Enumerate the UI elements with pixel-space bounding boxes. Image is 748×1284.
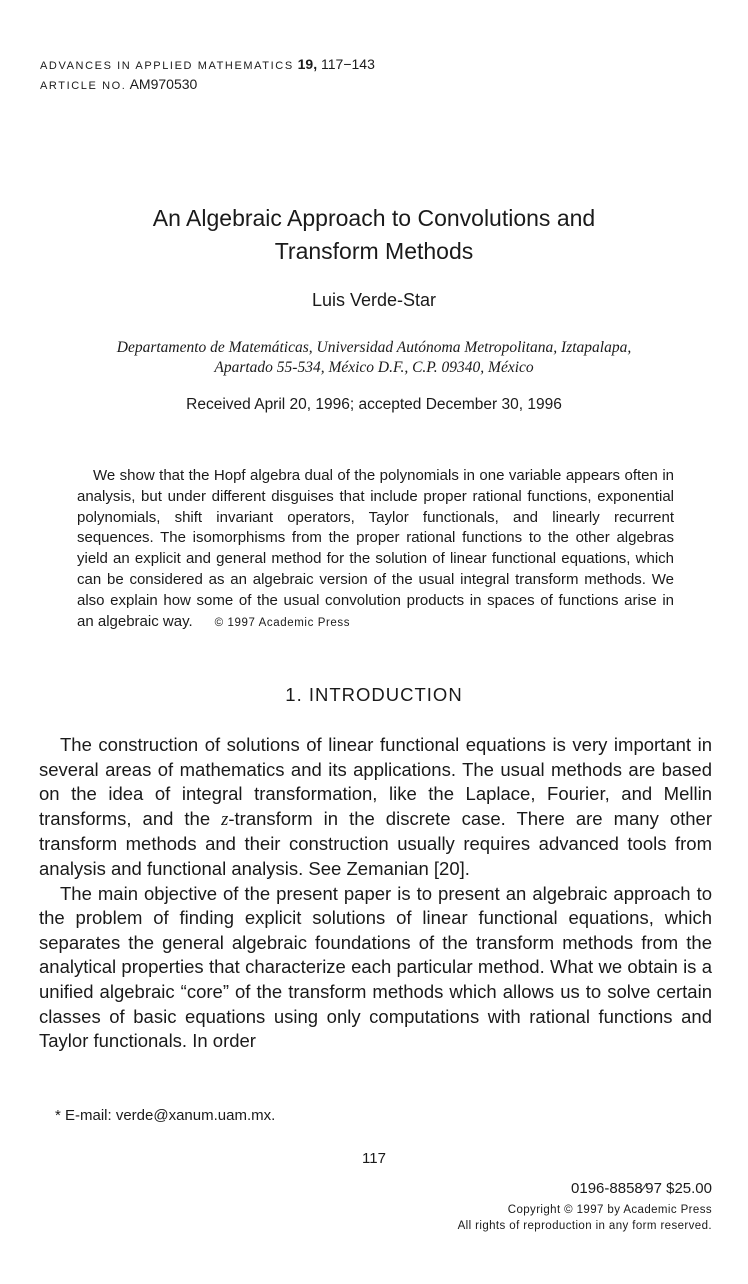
paragraph-1 xyxy=(39,733,712,882)
affiliation xyxy=(60,338,688,378)
article-label: ARTICLE NO. xyxy=(40,80,127,92)
issn-price: 0196-8858⁄97 $25.00 xyxy=(571,1180,712,1197)
copyright-line: Copyright © 1997 by Academic Press xyxy=(507,1204,712,1216)
author-name: Luis Verde-Star xyxy=(311,290,437,310)
journal-name: ADVANCES IN APPLIED MATHEMATICS xyxy=(40,60,294,72)
journal-volume: 19, xyxy=(297,56,318,72)
paper-title xyxy=(0,202,748,268)
affiliation-line-1: Departamento de Matemáticas, Universidad Autónoma Metropolitana, Iztapalapa, xyxy=(116,339,632,356)
title-line-1: An Algebraic Approach to Convolutions and xyxy=(152,205,596,231)
paragraph-2: The main objective of the present paper is to present an algebraic approach to the problem of finding explicit solutions of linear functional equations, which separates the general algebraic foundations of the transform methods from the analytical properties that characterize each particular method. What we obtain is a unified algebraic “core” of the transform methods which allows us to solve certain classes of basic equations using only computations with rational functions and Taylor functionals. In order xyxy=(39,882,712,1052)
abstract-copyright: © 1997 Academic Press xyxy=(214,616,351,629)
footnote: * E-mail: verde@xanum.uam.mx. xyxy=(55,1107,276,1124)
body-text xyxy=(39,733,712,1054)
paragraph-1-part-a: The construction of solutions of linear functional equations is very important in several areas of mathematics and its applications. The usual methods are based on the idea of integral transformation, like the Laplace, Fourier, and Mellin transforms, and the xyxy=(39,734,712,829)
journal-header xyxy=(40,56,375,72)
abstract-text: We show that the Hopf algebra dual of the polynomials in one variable appears often in analysis, but under different disguises that include proper rational functions, exponential polynomials, shift invariant operators, Taylor functionals, and linearly recurrent sequences. The isomorphisms from the proper rational functions to the other algebras yield an explicit and general method for the solution of linear functional equations, which can be considered as an algebraic version of the usual integral transform methods. We also explain how some of the usual convolution products in spaces of functions arise in an algebraic way. xyxy=(77,467,674,630)
paragraph-1-part-b: -transform in the discrete case. There are many other transform methods and their construction usually requires advanced tools from analysis and functional analysis. See Zemanian [20]. xyxy=(39,807,713,879)
affiliation-line-2: Apartado 55-534, México D.F., C.P. 09340, México xyxy=(214,359,534,376)
section-heading: 1. INTRODUCTION xyxy=(285,684,463,705)
copyright-block xyxy=(458,1202,712,1234)
title-line-2: Transform Methods xyxy=(274,238,474,264)
article-number: AM970530 xyxy=(129,76,198,92)
rights-line: All rights of reproduction in any form reserved. xyxy=(457,1220,712,1232)
article-id xyxy=(40,76,197,92)
abstract xyxy=(77,466,674,633)
page-number: 117 xyxy=(362,1150,386,1167)
received-dates: Received April 20, 1996; accepted December 30, 1996 xyxy=(186,396,562,413)
z-symbol: z xyxy=(221,809,229,830)
journal-pages: 117−143 xyxy=(321,56,375,72)
